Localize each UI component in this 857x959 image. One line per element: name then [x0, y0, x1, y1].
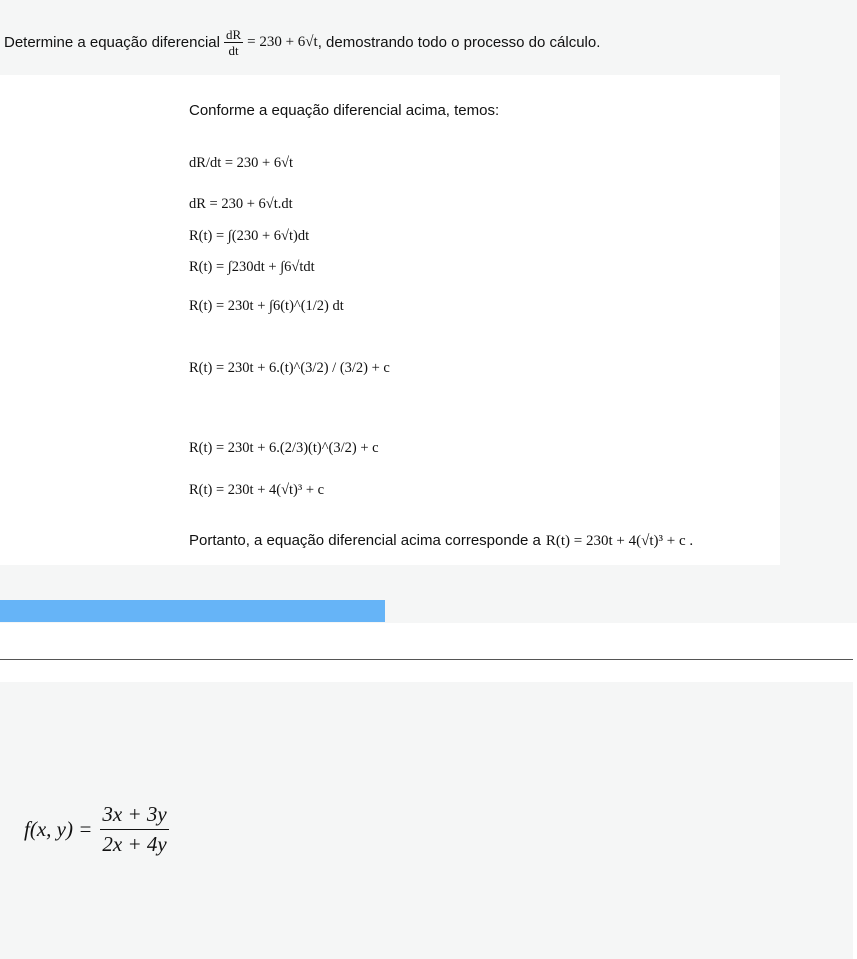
question-suffix: , demostrando todo o processo do cálculo.: [317, 34, 601, 52]
function-fraction: [100, 802, 168, 857]
question-equation: = 230 + 6√t: [247, 34, 318, 51]
step-2: dR = 230 + 6√t.dt: [189, 196, 293, 212]
conclusion-text: Portanto, a equação diferencial acima corresponde a: [189, 532, 541, 549]
step-4: R(t) = ∫230dt + ∫6√tdt: [189, 259, 315, 275]
step-5: R(t) = 230t + ∫6(t)^(1/2) dt: [189, 298, 344, 314]
solution-intro: Conforme a equação diferencial acima, temos:: [189, 102, 500, 119]
step-6: R(t) = 230t + 6.(t)^(3/2) / (3/2) + c: [189, 360, 390, 376]
function-formula: [24, 802, 169, 857]
function-lhs: f(x, y) =: [24, 817, 93, 841]
question-prefix: Determine a equação diferencial: [4, 34, 220, 52]
function-denominator: 2x + 4y: [102, 832, 167, 856]
question-text: [4, 28, 600, 57]
fraction-denominator: dt: [228, 42, 239, 58]
step-8: R(t) = 230t + 4(√t)³ + c: [189, 482, 325, 498]
conclusion-math: R(t) = 230t + 4(√t)³ + c .: [545, 533, 694, 549]
question-fraction: [224, 28, 243, 57]
step-7: R(t) = 230t + 6.(2/3)(t)^(3/2) + c: [189, 440, 379, 456]
function-numerator: 3x + 3y: [100, 802, 168, 830]
step-1: dR/dt = 230 + 6√t: [189, 155, 294, 171]
solution-image: [0, 75, 780, 565]
divider: [0, 659, 853, 660]
step-3: R(t) = ∫(230 + 6√t)dt: [189, 228, 310, 244]
fraction-numerator: dR: [225, 27, 242, 42]
solution-conclusion: [189, 532, 693, 550]
accent-bar: [0, 600, 385, 622]
